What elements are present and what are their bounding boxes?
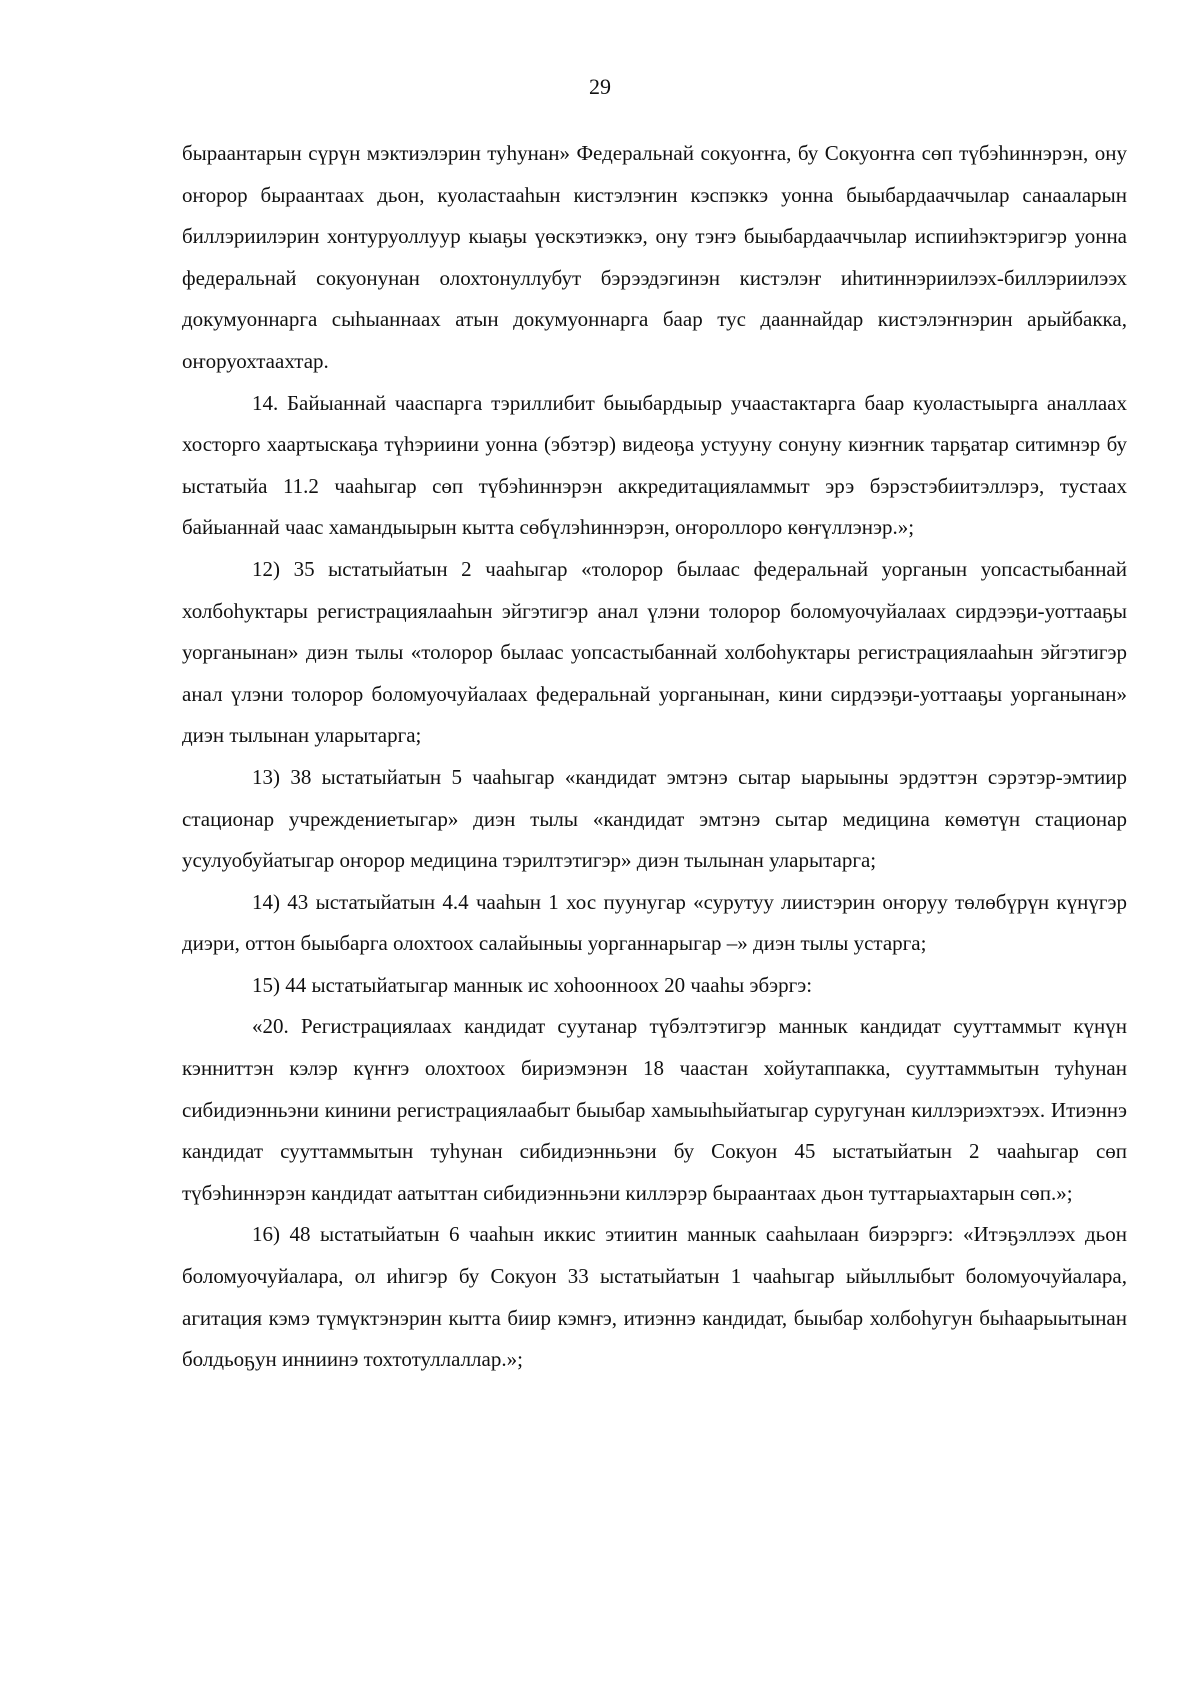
paragraph-continuation: быраантарын сүрүн мэктиэлэрин туһунан» Федеральнай сокуоҥҥа, бу Сокуоҥҥа сөп түбэһиннэрэн, ону оҥорор быраантаах дьон, куоластааһын кистэлэҥин кэспэккэ уонна быыбардааччылар санааларын биллэриилэрин хонтуруоллуур кыаҕы үөскэтиэккэ, ону тэҥэ быыбардааччылар испииһэктэригэр уонна федеральнай сокуонунан олохтонуллубут бэрээдэгинэн кистэлэҥ иһитиннэриилээх-биллэриилээх докумуоннарга сыһыаннаах атын докумуоннарга баар тус дааннайдар кистэлэҥнэрин арыйбакка, оҥоруохтаахтар. — [182, 141, 1127, 373]
paragraph-item-14: 14) 43 ыстатыйатын 4.4 чааһын 1 хос пуунугар «сурутуу лиистэрин оҥоруу төлөбүрүн күнүгэр диэри, оттон быыбарга олохтоох салайыныы уорганнарыгар –» диэн тылы устарга; — [182, 889, 1127, 956]
page-number: 29 — [589, 74, 611, 99]
document-body — [182, 133, 1127, 1381]
paragraph-item-16: 16) 48 ыстатыйатын 6 чааһын иккис этиитин маннык сааһылаан биэрэргэ: «Итэҕэллээх дьон боломуочуйалара, ол иһигэр бу Сокуон 33 ыстатыйатын 1 чааһыгар ыйыллыбыт боломуочуйалара, агитация кэмэ түмүктэнэрин кытта биир кэмҥэ, итиэннэ кандидат, быыбар холбоһугун быһаарыытынан болдьоҕун инниинэ тохтотуллаллар.»; — [182, 1222, 1127, 1372]
paragraph-item-14-quote: 14. Байыаннай чааспарга тэриллибит быыбардыыр учаастактарга баар куоластыырга аналлаах хосторго хаартыскаҕа түһэриини уонна (эбэтэр) видеоҕа устууну сонуну киэҥник тарҕатар ситимнэр бу ыстатыйа 11.2 чааһыгар сөп түбэһиннэрэн аккредитацияламмыт эрэ бэрэстэбиитэллэрэ, тустаах байыаннай чаас хамандыырын кытта сөбүлэһиннэрэн, оҥороллоро көҥүллэнэр.»; — [182, 390, 1127, 540]
paragraph-item-13: 13) 38 ыстатыйатын 5 чааһыгар «кандидат эмтэнэ сытар ыарыыны эрдэттэн сэрэтэр-эмтиир стационар учреждениетыгар» диэн тылы «кандидат эмтэнэ сытар медицина көмөтүн стационар усулуобуйатыгар оҥорор медицина тэрилтэтигэр» диэн тылынан уларытарга; — [182, 764, 1127, 873]
paragraph-item-12: 12) 35 ыстатыйатын 2 чааһыгар «толорор былаас федеральнай уорганын уопсастыбаннай холбоһуктары регистрациялааһын эйгэтигэр анал үлэни толорор боломуочуйалаах сирдээҕи-уоттааҕы уорганынан» диэн тылы «толорор былаас уопсастыбаннай холбоһуктары регистрациялааһын эйгэтигэр анал үлэни толорор боломуочуйалаах федеральнай уорганынан, кини сирдээҕи-уоттааҕы уорганынан» диэн тылынан уларытарга; — [182, 556, 1127, 748]
paragraph-item-15: 15) 44 ыстатыйатыгар маннык ис хоһоонноох 20 чааһы эбэргэ: — [252, 972, 813, 997]
paragraph-item-15-quote: «20. Регистрациялаах кандидат суутанар түбэлтэтигэр маннык кандидат сууттаммыт күнүн кэнниттэн кэлэр күҥҥэ олохтоох бириэмэнэн 18 чаастан хойутаппакка, сууттаммытын туһунан сибидиэнньэни кинини регистрациялаабыт быыбар хамыыһыйатыгар суругунан киллэриэхтээх. Итиэннэ кандидат сууттаммытын туһунан сибидиэнньэни бу Сокуон 45 ыстатыйатын 2 чааһыгар сөп түбэһиннэрэн кандидат аатыттан сибидиэнньэни киллэрэр быраантаах дьон туттарыахтарын сөп.»; — [182, 1014, 1127, 1205]
